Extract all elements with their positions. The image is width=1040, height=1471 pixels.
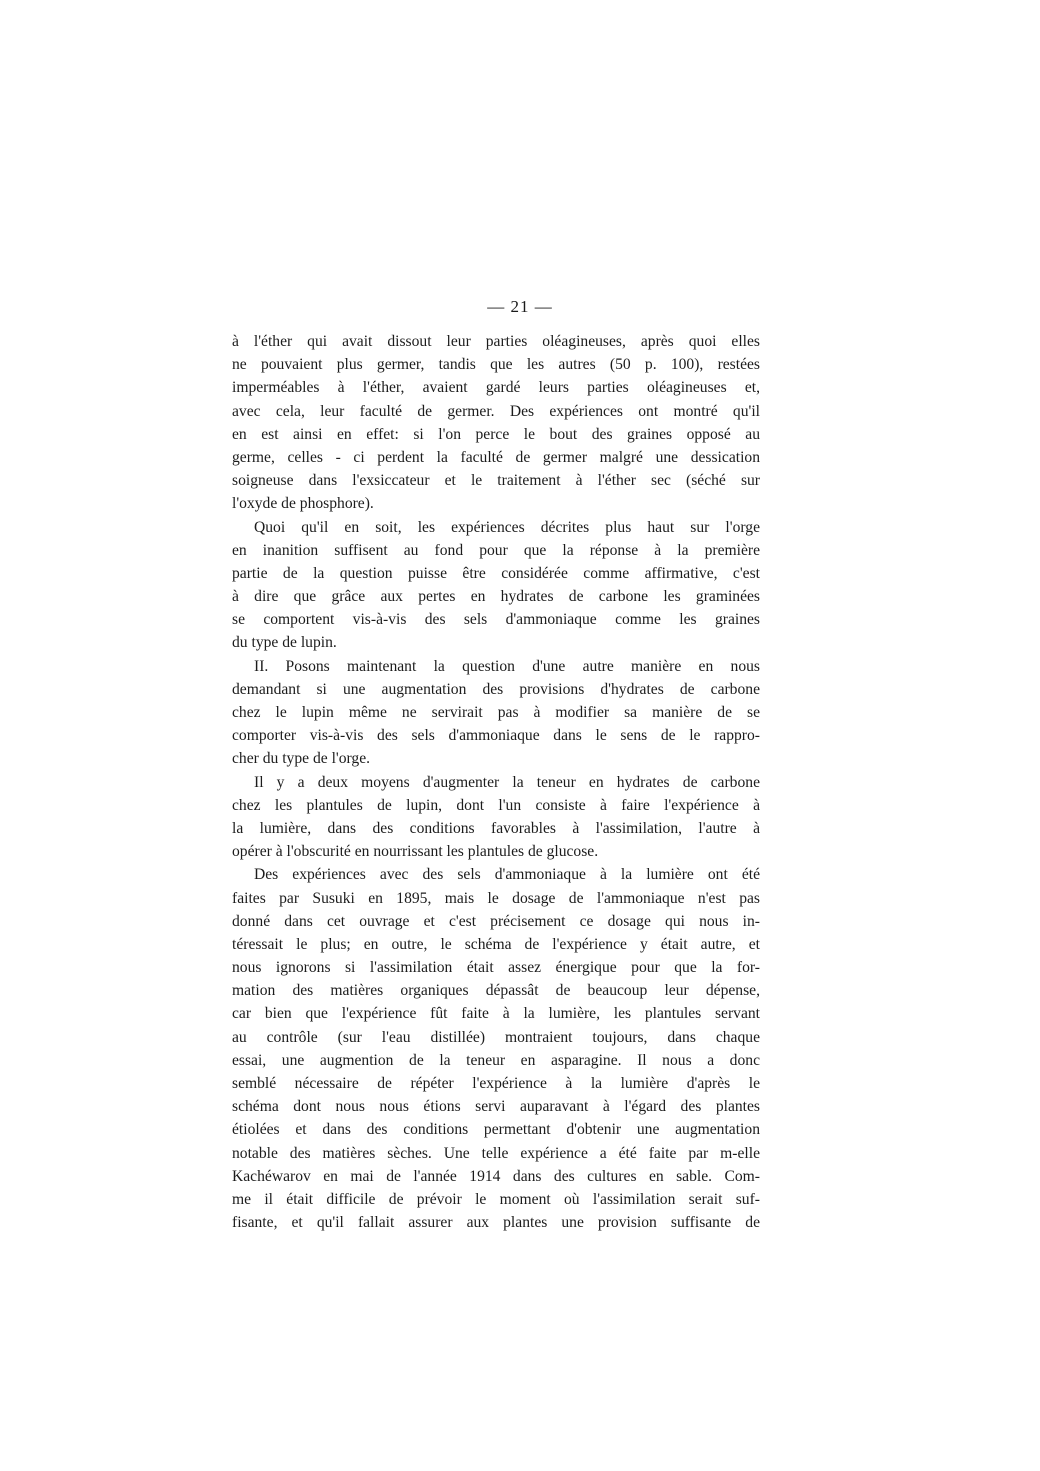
text-line: chez les plantules de lupin, dont l'un consiste à faire l'expérience à <box>232 796 760 814</box>
text-line: me il était difficile de prévoir le moment où l'assimilation serait suf- <box>232 1190 760 1208</box>
text-line: au contrôle (sur l'eau distillée) montraient toujours, dans chaque <box>232 1028 760 1046</box>
paragraph <box>232 655 760 771</box>
text-line: Kachéwarov en mai de l'année 1914 dans des cultures en sable. Com- <box>232 1167 760 1185</box>
text-line: comporter vis-à-vis des sels d'ammoniaque dans le sens de le rappro- <box>232 727 760 745</box>
text-line: car bien que l'expérience fût faite à la lumière, les plantules servant <box>232 1005 760 1023</box>
text-line: germe, celles - ci perdent la faculté de germer malgré une dessication <box>232 448 760 466</box>
paragraph <box>232 771 760 864</box>
text-line: étiolées et dans des conditions permettant d'obtenir une augmentation <box>232 1121 760 1139</box>
text-line: cher du type de l'orge. <box>232 750 371 768</box>
text-line: en inanition suffisent au fond pour que la réponse à la première <box>232 541 760 559</box>
text-line: donné dans cet ouvrage et c'est précisement ce dosage qui nous in- <box>232 912 760 930</box>
text-line: soigneuse dans l'exsiccateur et le traitement à l'éther sec (séché sur <box>232 472 760 490</box>
text-line: la lumière, dans des conditions favorables à l'assimilation, l'autre à <box>232 819 760 837</box>
paragraph <box>232 330 760 516</box>
paragraph <box>232 863 760 1234</box>
text-line: demandant si une augmentation des provisions d'hydrates de carbone <box>232 680 760 698</box>
text-line: partie de la question puisse être considérée comme affirmative, c'est <box>232 564 760 582</box>
text-line: essai, une augmention de la teneur en asparagine. Il nous a donc <box>232 1051 760 1069</box>
text-line: schéma dont nous nous étions servi auparavant à l'égard des plantes <box>232 1098 760 1116</box>
text-line: nous ignorons si l'assimilation était assez énergique pour que la for- <box>232 959 760 977</box>
text-line: imperméables à l'éther, avaient gardé leurs parties oléagineuses et, <box>232 379 760 397</box>
text-line: Il y a deux moyens d'augmenter la teneur en hydrates de carbone <box>254 773 760 791</box>
text-line: du type de lupin. <box>232 634 337 652</box>
paragraph <box>232 516 760 655</box>
text-line: en est ainsi en effet: si l'on perce le bout des graines opposé au <box>232 425 760 443</box>
text-line: semblé nécessaire de répéter l'expérience à la lumière d'après le <box>232 1075 760 1092</box>
text-line: à l'éther qui avait dissout leur parties oléagineuses, après quoi elles <box>232 333 760 350</box>
body-text <box>232 330 760 1234</box>
text-line: mation des matières organiques dépassât de beaucoup leur dépense, <box>232 982 760 1000</box>
text-line: fisante, et qu'il fallait assurer aux plantes une provision suffisante de <box>232 1214 760 1232</box>
text-line: notable des matières sèches. Une telle expérience a été faite par m-elle <box>232 1144 760 1162</box>
text-line: se comportent vis-à-vis des sels d'ammoniaque comme les graines <box>232 611 760 629</box>
text-line: opérer à l'obscurité en nourrissant les plantules de glucose. <box>232 843 599 861</box>
text-line: ne pouvaient plus germer, tandis que les autres (50 p. 100), restées <box>232 356 760 374</box>
text-line: avec cela, leur faculté de germer. Des expériences ont montré qu'il <box>232 402 760 420</box>
page-number: — 21 — <box>487 297 553 316</box>
text-line: Des expériences avec des sels d'ammoniaque à la lumière ont été <box>254 866 760 884</box>
text-line: l'oxyde de phosphore). <box>232 495 374 513</box>
text-line: faites par Susuki en 1895, mais le dosage de l'ammoniaque n'est pas <box>232 889 760 907</box>
text-line: Quoi qu'il en soit, les expériences décrites plus haut sur l'orge <box>254 518 760 536</box>
text-line: chez le lupin même ne servirait pas à modifier sa manière de se <box>232 704 760 721</box>
text-line: téressait le plus; en outre, le schéma de l'expérience y était autre, et <box>232 935 760 953</box>
text-line: à dire que grâce aux pertes en hydrates de carbone les graminées <box>232 588 760 606</box>
text-line: II. Posons maintenant la question d'une autre manière en nous <box>254 657 760 675</box>
